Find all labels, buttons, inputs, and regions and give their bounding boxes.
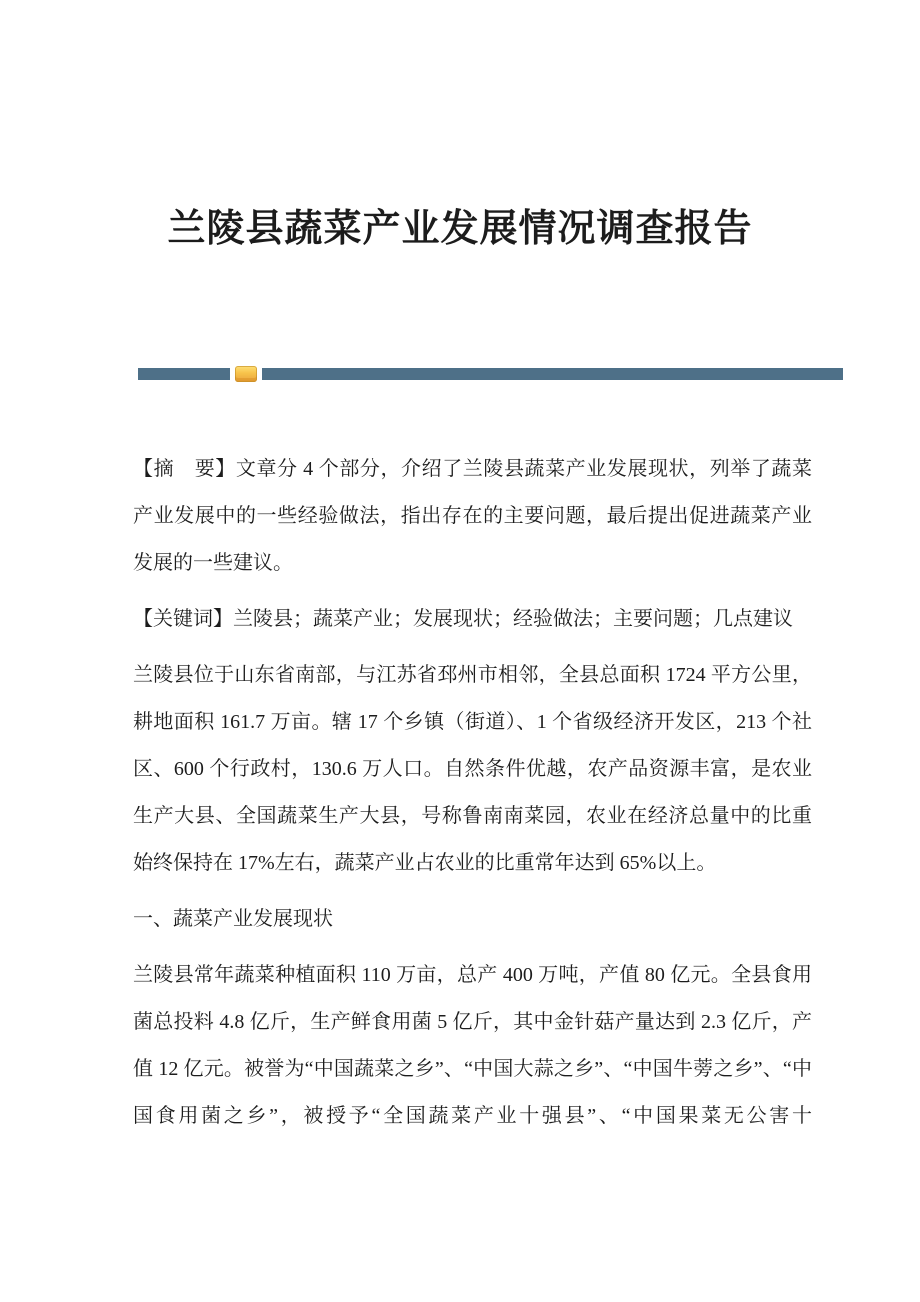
ribbon-icon [235, 366, 257, 382]
document-body [133, 446, 812, 1140]
divider-bar-right [262, 368, 843, 380]
industry-status-paragraph: 兰陵县常年蔬菜种植面积 110 万亩，总产 400 万吨，产值 80 亿元。全县食用菌总投料 4.8 亿斤，生产鲜食用菌 5 亿斤，其中金针菇产量达到 2.3 亿斤，产值 12 亿元。被誉为“中国蔬菜之乡”、“中国大蒜之乡”、“中国牛蒡之乡”、“中国食用菌之乡”，被授予“全国蔬菜产业十强县”、“中国果菜无公害十 [133, 963, 812, 1127]
abstract-paragraph: 【摘 要】文章分 4 个部分，介绍了兰陵县蔬菜产业发展现状，列举了蔬菜产业发展中的一些经验做法，指出存在的主要问题，最后提出促进蔬菜产业发展的一些建议。 [133, 457, 812, 574]
divider-bar-left [138, 368, 230, 380]
document-title: 兰陵县蔬菜产业发展情况调查报告 [167, 208, 753, 250]
title-divider [138, 366, 843, 382]
keywords-paragraph: 【关键词】兰陵县；蔬菜产业；发展现状；经验做法；主要问题；几点建议 [133, 607, 793, 630]
section-heading: 一、蔬菜产业发展现状 [133, 907, 333, 930]
county-overview-paragraph: 兰陵县位于山东省南部，与江苏省邳州市相邻，全县总面积 1724 平方公里，耕地面积 161.7 万亩。辖 17 个乡镇（街道）、1 个省级经济开发区，213 个社区、600 个行政村，130.6 万人口。自然条件优越，农产品资源丰富，是农业生产大县、全国蔬菜生产大县，号称鲁南南菜园，农业在经济总量中的比重始终保持在 17%左右，蔬菜产业占农业的比重常年达到 65%以上。 [133, 663, 812, 874]
